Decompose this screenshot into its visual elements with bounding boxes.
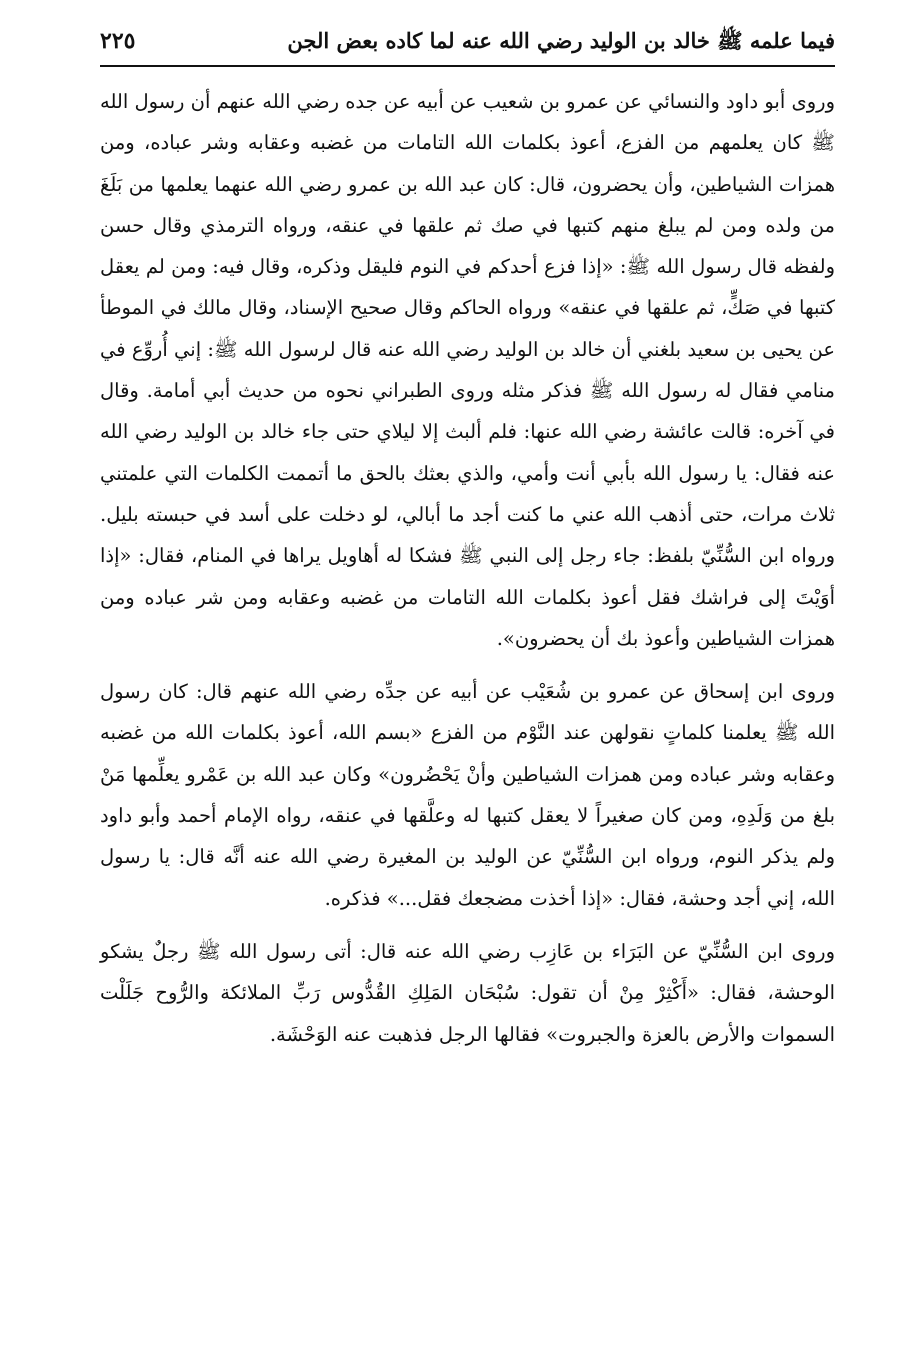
page-body xyxy=(100,81,835,1055)
paragraph-1: وروى أبو داود والنسائي عن عمرو بن شعيب عن أبيه عن جده رضي الله عنهم أن رسول الله ﷺ كان يعلمهم من الفزع، أعوذ بكلمات الله التامات من غضبه وعقابه وشر عباده، ومن همزات الشياطين، وأن يحضرون، قال: كان عبد الله بن عمرو رضي الله عنهما يعلمها من بَلَغَ من ولده ومن لم يبلغ منهم كتبها في صك ثم علقها في عنقه، ورواه الترمذي وقال حسن ولفظه قال رسول الله ﷺ: «إذا فزع أحدكم في النوم فليقل وذكره، وقال فيه: ومن لم يعقل كتبها في صَكٍّ، ثم علقها في عنقه» ورواه الحاكم وقال صحيح الإسناد، وقال مالك في الموطأ عن يحيى بن سعيد بلغني أن خالد بن الوليد رضي الله عنه قال لرسول الله ﷺ: إني أُروِّع في منامي فقال له رسول الله ﷺ فذكر مثله وروى الطبراني نحوه من حديث أبي أمامة. وقال في آخره: قالت عائشة رضي الله عنها: فلم ألبث إلا ليلاي حتى جاء خالد بن الوليد رضي الله عنه فقال: يا رسول الله بأبي أنت وأمي، والذي بعثك بالحق ما أتممت الكلمات التي علمتني ثلاث مرات، حتى أذهب الله عني ما كنت أجد ما أبالي، لو دخلت على أسد في حبسته بليل. ورواه ابن السُّنِّيّ بلفظ: جاء رجل إلى النبي ﷺ فشكا له أهاويل يراها في المنام، فقال: «إذا أوَيْتَ إلى فراشك فقل أعوذ بكلمات الله التامات من غضبه وعقابه ومن شر عباده ومن همزات الشياطين وأعوذ بك أن يحضرون». xyxy=(100,90,835,650)
page-number: ٢٢٥ xyxy=(100,28,136,54)
paragraph-3: وروى ابن السُّنِّيّ عن البَرَاء بن عَازِب رضي الله عنه قال: أتى رسول الله ﷺ رجلٌ يشكو الوحشة، فقال: «أَكْثِرْ مِنْ أن تقول: سُبْحَان المَلِكِ القُدُّوس رَبِّ الملائكة والرُّوح جَلَلْت السموات والأرض بالعزة والجبروت» فقالها الرجل فذهبت عنه الوَحْشَة. xyxy=(100,939,835,1046)
running-title: فيما علمه ﷺ خالد بن الوليد رضي الله عنه لما كاده بعض الجن xyxy=(287,28,835,53)
page-header xyxy=(100,28,835,67)
paragraph-2: وروى ابن إسحاق عن عمرو بن شُعَيْب عن أبيه عن جدِّه رضي الله عنهم قال: كان رسول الله ﷺ يعلمنا كلماتٍ نقولهن عند النَّوْم من الفزع «بسم الله، أعوذ بكلمات الله من غضبه وعقابه وشر عباده ومن همزات الشياطين وأنْ يَحْضُرون» وكان عبد الله بن عَمْرو يعلِّمها مَنْ بلغ من وَلَدِهِ، ومن كان صغيراً لا يعقل كتبها له وعلَّقها في عنقه، رواه الإمام أحمد وأبو داود ولم يذكر النوم، ورواه ابن السُّنِّيّ عن الوليد بن المغيرة رضي الله عنه أنَّه قال: يا رسول الله، إني أجد وحشة، فقال: «إذا أخذت مضجعك فقل...» فذكره. xyxy=(100,680,835,910)
